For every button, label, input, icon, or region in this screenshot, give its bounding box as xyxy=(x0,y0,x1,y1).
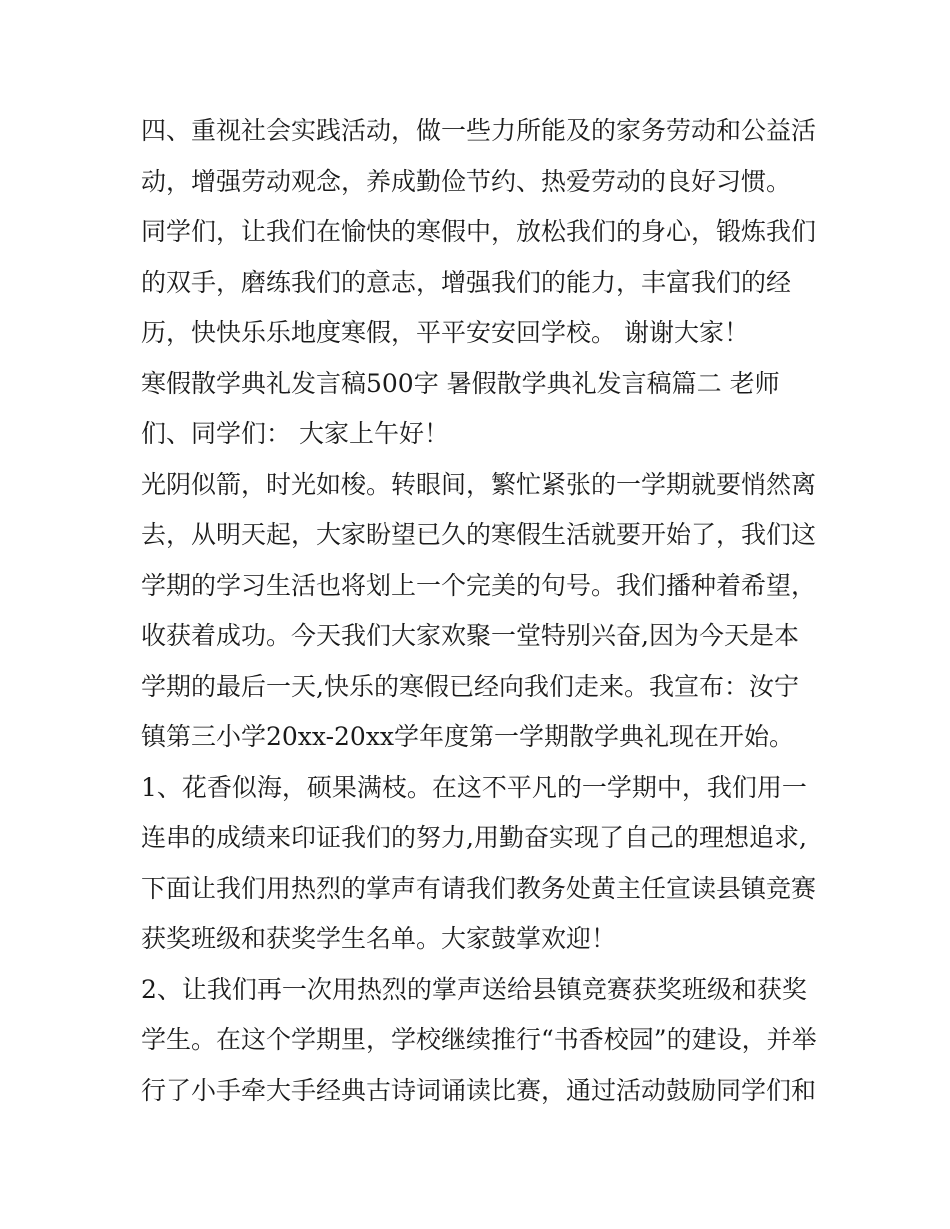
greeting-line: 们、同学们： 大家上午好！ xyxy=(141,419,449,448)
text-line: 获奖班级和获奖学生名单。大家鼓掌欢迎！ xyxy=(141,924,617,953)
list-item-2-line: 2、让我们再一次用热烈的掌声送给县镇竞赛获奖班级和获奖 xyxy=(141,974,807,1004)
text-line: 学期的最后一天,快乐的寒假已经向我们走来。我宣布：汝宁 xyxy=(141,671,799,701)
text-line: 历，快快乐乐地度寒假，平平安安回学校。 谢谢大家！ xyxy=(141,318,749,347)
text-line: 学期的学习生活也将划上一个完美的句号。我们播种着希望， xyxy=(141,570,817,600)
text-line: 四、重视社会实践活动，做一些力所能及的家务劳动和公益活 xyxy=(141,116,817,145)
text-line: 下面让我们用热烈的掌声有请我们教务处黄主任宣读县镇竞赛 xyxy=(141,873,817,903)
document-body xyxy=(141,110,821,1120)
text-line: 收获着成功。今天我们大家欢聚一堂特别兴奋,因为今天是本 xyxy=(141,621,799,650)
text-line: 连串的成绩来印证我们的努力,用勤奋实现了自己的理想追求, xyxy=(141,823,807,852)
list-item-1-line: 1、花香似海，硕果满枝。在这不平凡的一学期中，我们用一 xyxy=(141,772,807,802)
text-line: 去，从明天起，大家盼望已久的寒假生活就要开始了，我们这 xyxy=(141,520,817,549)
text-line: 行了小手牵大手经典古诗词诵读比赛，通过活动鼓励同学们和 xyxy=(141,1075,817,1105)
text-line: 镇第三小学20xx-20xx学年度第一学期散学典礼现在开始。 xyxy=(141,722,795,751)
text-line: 动，增强劳动观念，养成勤俭节约、热爱劳动的良好习惯。 xyxy=(141,166,792,196)
text-line: 的双手，磨练我们的意志，增强我们的能力，丰富我们的经 xyxy=(141,267,792,297)
heading-line: 寒假散学典礼发言稿500字 暑假散学典礼发言稿篇二 老师 xyxy=(141,368,780,398)
text-line: 同学们，让我们在愉快的寒假中，放松我们的身心，锻炼我们 xyxy=(141,217,817,246)
text-line: 学生。在这个学期里，学校继续推行“书香校园”的建设，并举 xyxy=(141,1025,817,1054)
text-line: 光阴似箭，时光如梭。转眼间，繁忙紧张的一学期就要悄然离 xyxy=(141,469,817,499)
